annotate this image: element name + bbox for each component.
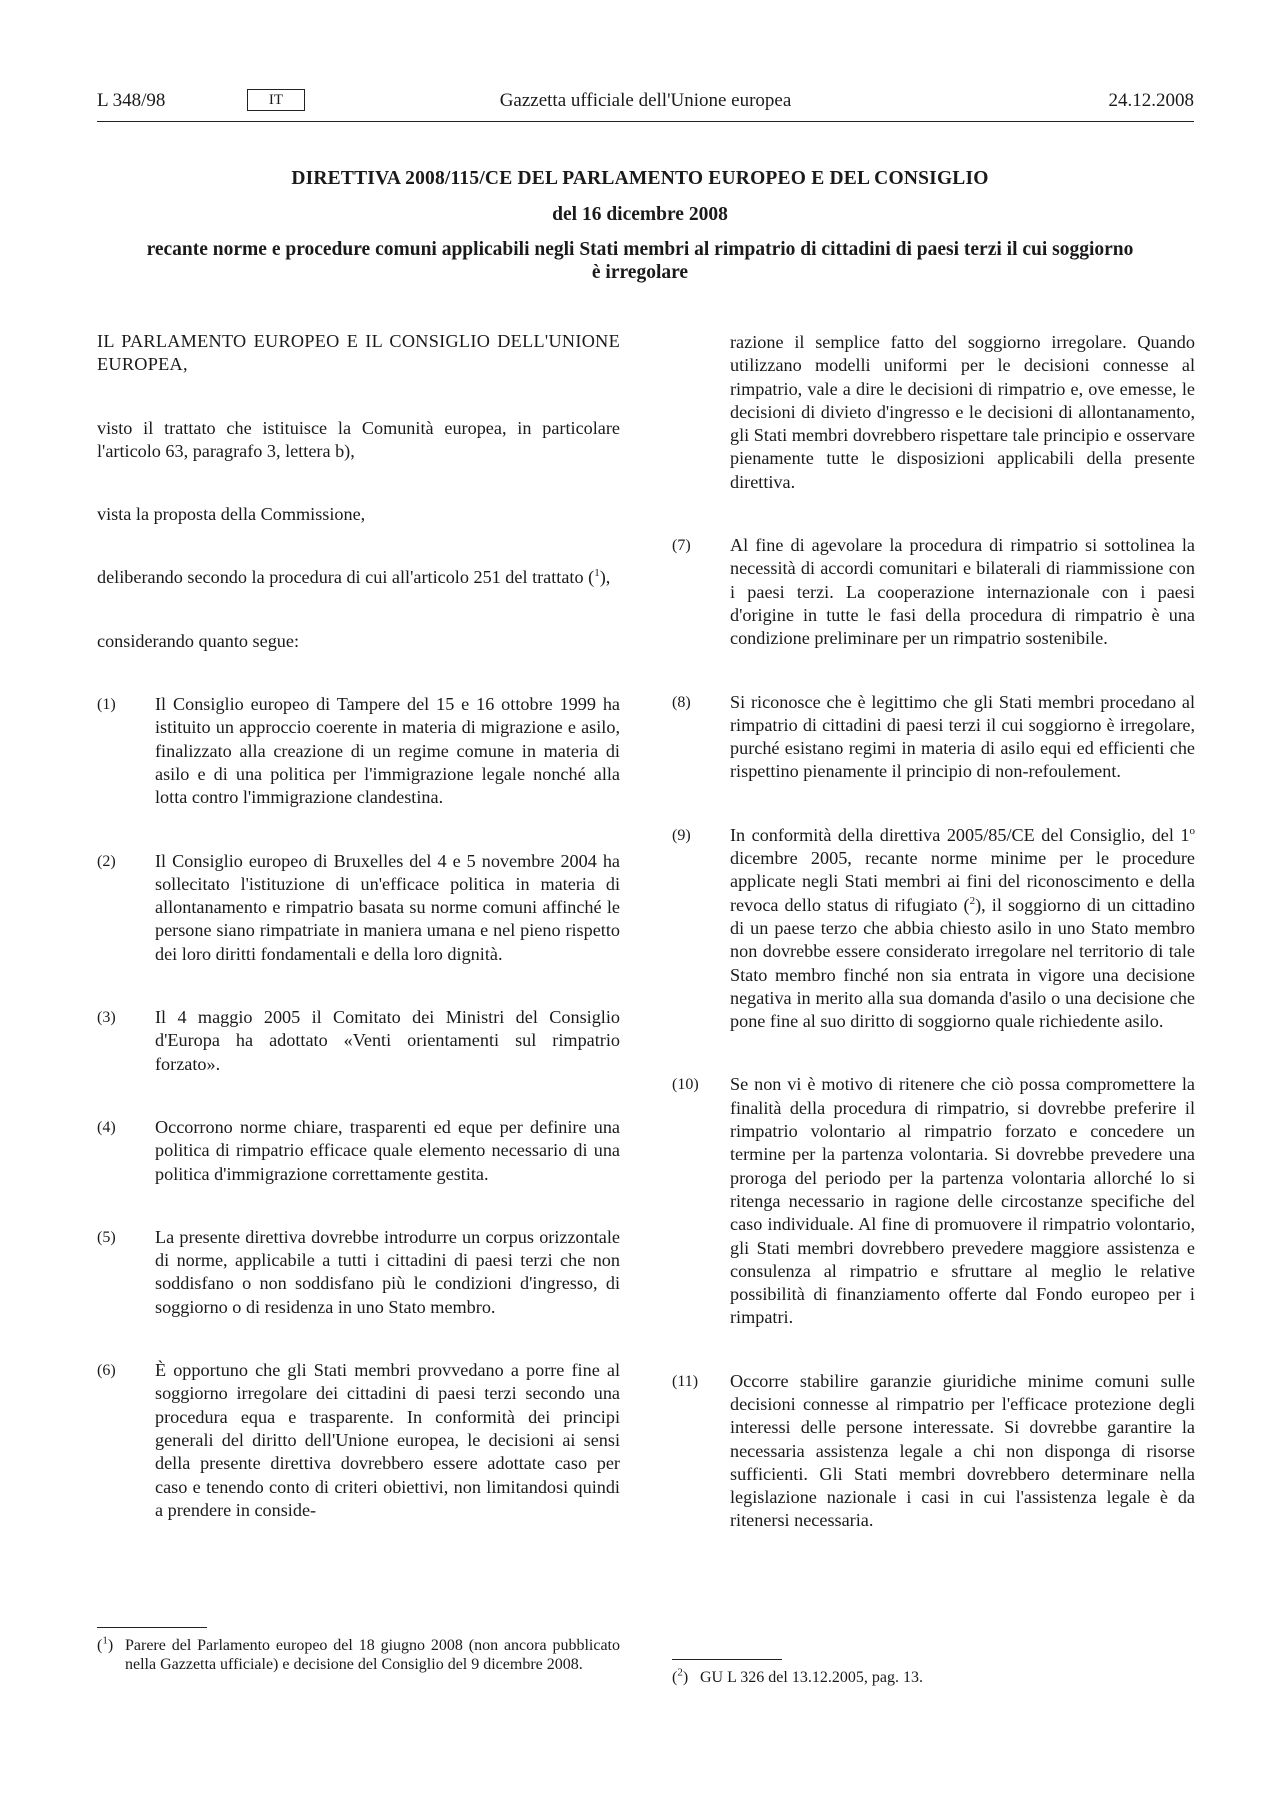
footnotes-left — [97, 1627, 620, 1674]
running-header — [97, 90, 1194, 124]
recital-item — [97, 1006, 620, 1076]
recital-text: In conformità della direttiva 2005/85/CE del Consiglio, del 1$^o$ dicembre 2005, recante norme minime per le procedure applicate negli Stati membri ai fini del riconoscimento e della revoca dello status di rifugiato ($^2$), il soggiorno di un cittadino di un paese terzo che abbia chiesto asilo in uno Stato membro non dovrebbe essere considerato irregolare nel territorio di tale Stato membro finché non sia entrata in vigore una decisione negativa in merito alla sua domanda d'asilo o una decisione che pone fine al suo diritto di soggiorno quale richiedente asilo. — [730, 824, 1195, 1032]
directive-title: DIRETTIVA 2008/115/CE DEL PARLAMENTO EUROPEO E DEL CONSIGLIO — [291, 168, 989, 189]
preamble-visto: visto il trattato che istituisce la Comunità europea, in particolare l'articolo 63, paragrafo 3, lettera b), — [97, 417, 620, 461]
recital-item — [672, 534, 1195, 650]
ordinal-mark: o — [1189, 824, 1195, 837]
footnote-text: Parere del Parlamento europeo del 18 giugno 2008 (non ancora pubblicato nella Gazzetta ufficiale) e decisione del Consiglio del 9 dicembre 2008. — [125, 1637, 620, 1673]
recital-text: Al fine di agevolare la procedura di rimpatrio si sottolinea la necessità di accordi comunitari e bilaterali di riammissione con i paesi terzi. La cooperazione internazionale con i paesi d'origine in tutte le fasi della procedura di rimpatrio è una condizione preliminare per un rimpatrio sostenibile. — [730, 535, 1195, 649]
recital-number: (5) — [97, 1228, 116, 1246]
recital-number: (1) — [97, 696, 116, 714]
directive-date: del 16 dicembre 2008 — [552, 204, 728, 225]
preamble-deliberando: deliberando secondo la procedura di cui all'articolo 251 del trattato ($^1$), — [97, 567, 611, 588]
page-reference: L 348/98 — [97, 90, 166, 111]
footnote-rule — [672, 1659, 782, 1660]
header-rule — [97, 121, 1194, 122]
footnote: ($^2$) GU L 326 del 13.12.2005, pag. 13. — [672, 1668, 1195, 1687]
footnote-mark: 2 — [677, 1666, 683, 1679]
recital-item — [97, 693, 620, 809]
recital-number: (9) — [672, 826, 691, 844]
recital-text: Occorre stabilire garanzie giuridiche minime comuni sulle decisioni connesse al rimpatrio per l'efficace protezione degli interessi delle persone interessate. Si dovrebbe garantire la necessaria assistenza legale a chi non disponga di risorse sufficienti. Gli Stati membri dovrebbero determinare nella legislazione nazionale i casi in cui l'assistenza legale è da ritenersi necessaria. — [730, 1370, 1195, 1531]
recital-text: La presente direttiva dovrebbe introdurre un corpus orizzontale di norme, applicabile a tutti i cittadini di paesi terzi che non soddisfano o non soddisfano più le condizioni d'ingresso, di soggiorno o di residenza in uno Stato membro. — [155, 1226, 620, 1317]
recital-text: Il Consiglio europeo di Bruxelles del 4 e 5 novembre 2004 ha sollecitato l'istituzione di un'efficace politica in materia di allontanamento e rimpatrio basata su norme comuni affinché le persone siano rimpatriate in maniera umana e nel pieno rispetto dei loro diritti fondamentali e della loro dignità. — [155, 850, 620, 964]
recital-item — [97, 1116, 620, 1186]
language-code-box: IT — [247, 89, 305, 111]
recital-item — [672, 691, 1195, 784]
journal-title: Gazzetta ufficiale dell'Unione europea — [499, 90, 792, 111]
recital-item — [97, 850, 620, 966]
recital-number: (2) — [97, 852, 116, 870]
document-title — [140, 168, 1140, 284]
right-column — [672, 331, 1195, 1573]
recital-text: Il 4 maggio 2005 il Comitato dei Ministri del Consiglio d'Europa ha adottato «Venti orientamenti sul rimpatrio forzato». — [155, 1007, 620, 1074]
recital-number: (3) — [97, 1009, 116, 1027]
footnotes-right — [672, 1659, 1195, 1687]
preamble-considerando: considerando quanto segue: — [97, 630, 300, 651]
recital-text: Il Consiglio europeo di Tampere del 15 e 16 ottobre 1999 ha istituito un approccio coerente in materia di migrazione e asilo, finalizzato alla creazione di un regime comune in materia di asilo e di una politica per l'immigrazione legale nonché alla lotta contro l'immigrazione clandestina. — [155, 694, 620, 808]
left-column — [97, 330, 620, 1562]
recital-item — [97, 1226, 620, 1319]
recital-text: È opportuno che gli Stati membri provvedano a porre fine al soggiorno irregolare dei cittadini di paesi terzi secondo una procedura equa e trasparente. In conformità dei principi generali del diritto dell'Unione europea, le decisioni ai sensi della presente direttiva dovrebbero essere adottate caso per caso e tenendo conto di criteri obiettivi, non limitandosi quindi a prendere in conside- — [155, 1360, 620, 1520]
recital-6-continuation: razione il semplice fatto del soggiorno irregolare. Quando utilizzano modelli uniformi per le decisioni connesse al rimpatrio, vale a dire le decisioni di rimpatrio e, ove emesse, le decisioni di divieto d'ingresso e le decisioni di allontanamento, gli Stati membri dovrebbero rispettare tale principio e osservare pienamente tutte le disposizioni applicabili della presente direttiva. — [730, 332, 1195, 492]
footnote-mark: 1 — [102, 1634, 108, 1647]
footnote-ref: 2 — [969, 894, 976, 907]
recital-number: (4) — [97, 1118, 116, 1136]
recital-item — [672, 1073, 1195, 1329]
recital-text: Occorrono norme chiare, trasparenti ed eque per definire una politica di rimpatrio efficace quale elemento necessario di una politica d'immigrazione correttamente gestita. — [155, 1116, 620, 1184]
recital-number: (6) — [97, 1362, 116, 1380]
recital-text: Se non vi è motivo di ritenere che ciò possa compromettere la finalità della procedura di rimpatrio, si dovrebbe preferire il rimpatrio volontario al rimpatrio forzato e concedere un termine per la partenza volontaria. Si dovrebbe prevedere una proroga del periodo per la partenza volontaria allorché lo si ritenga necessario in ragione delle circostanze specifiche del caso individuale. Al fine di promuovere il rimpatrio volontario, gli Stati membri dovrebbero prevedere maggiore assistenza e consulenza al rimpatrio e sfruttare al meglio le relative possibilità di finanziamento offerte dal Fondo europeo per i rimpatri. — [730, 1074, 1195, 1328]
publication-date: 24.12.2008 — [1108, 90, 1194, 111]
footnote: ($^1$) Parere del Parlamento europeo del 18 giugno 2008 (non ancora pubblicato nella Gazzetta ufficiale) e decisione del Consiglio del 9 dicembre 2008. — [97, 1634, 620, 1673]
recital-number: (7) — [672, 537, 691, 555]
footnote-text: GU L 326 del 13.12.2005, pag. 13. — [700, 1669, 923, 1686]
preamble-authority: IL PARLAMENTO EUROPEO E IL CONSIGLIO DELL'UNIONE EUROPEA, — [97, 331, 620, 375]
recital-item — [672, 1370, 1195, 1533]
recital-number: (8) — [672, 693, 691, 711]
footnote-rule — [97, 1627, 207, 1628]
recital-number: (10) — [672, 1076, 699, 1094]
directive-subject: recante norme e procedure comuni applicabili negli Stati membri al rimpatrio di cittadini di paesi terzi il cui soggiorno è irregolare — [146, 239, 1134, 283]
recital-number: (11) — [672, 1372, 699, 1390]
recital-item — [97, 1359, 620, 1522]
footnote-ref: 1 — [594, 567, 600, 580]
recital-item — [672, 824, 1195, 1034]
preamble-proposta: vista la proposta della Commissione, — [97, 504, 366, 525]
recital-text: Si riconosce che è legittimo che gli Stati membri procedano al rimpatrio di cittadini di paesi terzi il cui soggiorno è irregolare, purché esistano regimi in materia di asilo equi ed efficienti che rispettino pienamente il principio di non-refoulement. — [730, 691, 1195, 782]
